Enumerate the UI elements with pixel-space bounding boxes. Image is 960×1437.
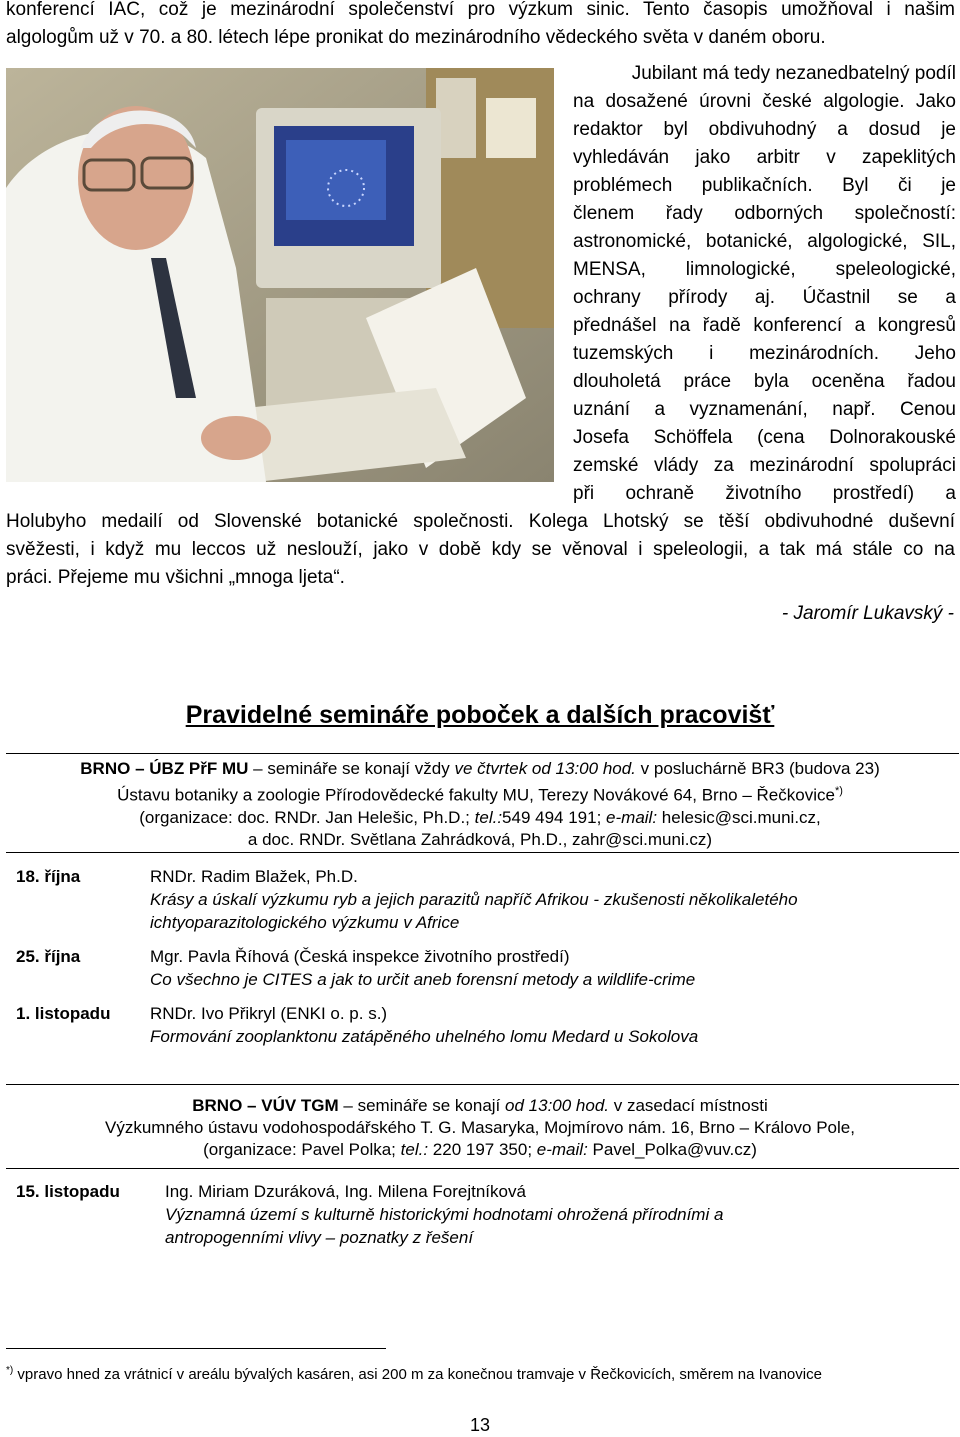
body-text-line: konferencí IAC, což je mezinárodní společenství pro výzkum sinic. Tento časopis umožňoval i našim (6, 0, 955, 20)
seminar-header-vuv (0, 1095, 960, 1161)
page-number: 13 (469, 1415, 491, 1435)
seminar-contact-line: (organizace: Pavel Polka; tel.: 220 197 350; e-mail: Pavel_Polka@vuv.cz) (203, 1140, 757, 1159)
body-text-line: vyhledáván jako arbitr v zapeklitých (573, 147, 956, 168)
body-text-line: dlouholetá práce byla oceněna řadou (573, 371, 956, 392)
seminar-contact-line: (organizace: doc. RNDr. Jan Helešic, Ph.D.; tel.:549 494 191; e-mail: helesic@sci.muni.cz, (139, 807, 821, 827)
seminar-speaker: RNDr. Ivo Přikryl (ENKI o. p. s.) (150, 1004, 388, 1023)
seminar-title: Významná území s kulturně historickými hodnotami ohrožená přírodními a (165, 1205, 724, 1224)
seminar-date: 15. listopadu (16, 1182, 120, 1201)
divider (6, 753, 959, 754)
body-text-line: ochrany přírody aj. Účastnil se a (573, 287, 956, 308)
body-text-line: na dosažené úrovni české algologie. Jako (573, 91, 956, 112)
body-text-line: práci. Přejeme mu všichni „mnoga ljeta“. (6, 567, 345, 588)
seminar-date: 18. října (16, 867, 81, 886)
body-text-line: přednášel na řadě konferencí a kongresů (573, 315, 956, 336)
body-text-line: zemské vlády za mezinárodní spolupráci (573, 455, 956, 476)
seminar-header-ubz (0, 758, 960, 851)
body-text-line: algologům už v 70. a 80. létech lépe pronikat do mezinárodního vědeckého světa v daném oboru. (6, 27, 826, 48)
section-title: Pravidelné semináře poboček a dalších pracovišť (185, 701, 775, 729)
body-text-line: členem řady odborných společností: (573, 203, 956, 224)
divider (6, 1084, 959, 1085)
body-text-line: redaktor byl obdivuhodný a dosud je (573, 119, 956, 140)
footnote-rule (6, 1348, 386, 1349)
body-text-line: Josefa Schöffela (cena Dolnorakouské (573, 427, 956, 448)
seminar-entry (165, 1180, 955, 1249)
seminar-date: 25. října (16, 947, 81, 966)
seminar-header-line: BRNO – ÚBZ PřF MU – semináře se konají vždy ve čtvrtek od 13:00 hod. v posluchárně BR3 (budova 23) (80, 759, 880, 778)
footnote: *) vpravo hned za vrátnicí v areálu bývalých kasáren, asi 200 m za konečnou tramvaje v Řečkovicích, směrem na Ivanovice (6, 1365, 822, 1383)
seminar-date: 1. listopadu (16, 1004, 111, 1023)
divider (6, 1168, 959, 1169)
portrait-photo (6, 68, 554, 482)
seminar-title: Co všechno je CITES a jak to určit aneb forensní metody a wildlife-crime (150, 970, 696, 989)
body-text-line: při ochraně životního prostředí) a (573, 483, 956, 504)
body-text-line: tuzemských i mezinárodních. Jeho (573, 343, 956, 364)
seminar-title: Formování zooplanktonu zatápěného uhelného lomu Medard u Sokolova (150, 1027, 699, 1046)
body-text-line: problémech publikačních. Byl či je (573, 175, 956, 196)
seminar-header-line: BRNO – VÚV TGM – semináře se konají od 13:00 hod. v zasedací místnosti (192, 1096, 768, 1115)
seminar-title: ichtyoparazitologického výzkumu v Africe (150, 913, 460, 932)
body-text-line: uznání a vyznamenání, např. Cenou (573, 399, 956, 420)
body-text-line: Holubyho medailí od Slovenské botanické společnosti. Kolega Lhotský se těší obdivuhodné duševní (6, 511, 955, 532)
body-text-line: astronomické, botanické, algologické, SIL, (573, 231, 956, 252)
seminar-address-line: Ústavu botaniky a zoologie Přírodovědecké fakulty MU, Terezy Novákové 64, Brno – Řečkovice*) (117, 785, 843, 805)
seminar-entry (150, 865, 950, 934)
author-signature: - Jaromír Lukavský - (781, 603, 954, 624)
body-text-line: MENSA, limnologické, speleologické, (573, 259, 956, 280)
seminar-address-line: Výzkumného ústavu vodohospodářského T. G. Masaryka, Mojmírovo nám. 16, Brno – Královo Pole, (105, 1118, 855, 1137)
seminar-speaker: Mgr. Pavla Říhová (Česká inspekce životního prostředí) (150, 947, 570, 966)
divider (6, 852, 959, 853)
body-text-line: svěžesti, i když mu leccos už neslouží, jako v době kdy se věnoval i speleologii, a tak má stále co na (6, 539, 955, 560)
seminar-title: Krásy a úskalí výzkumu ryb a jejich parazitů napříč Afrikou - zkušenosti několikaletého (150, 890, 798, 909)
seminar-entry (150, 945, 950, 991)
seminar-speaker: RNDr. Radim Blažek, Ph.D. (150, 867, 358, 886)
seminar-speaker: Ing. Miriam Dzuráková, Ing. Milena Forejtníková (165, 1182, 526, 1201)
seminar-contact-line: a doc. RNDr. Světlana Zahrádková, Ph.D., zahr@sci.muni.cz) (247, 829, 713, 849)
body-text-line: Jubilant má tedy nezanedbatelný podíl (631, 63, 956, 84)
seminar-title: antropogenními vlivy – poznatky z řešení (165, 1228, 474, 1247)
seminar-entry (150, 1002, 950, 1048)
